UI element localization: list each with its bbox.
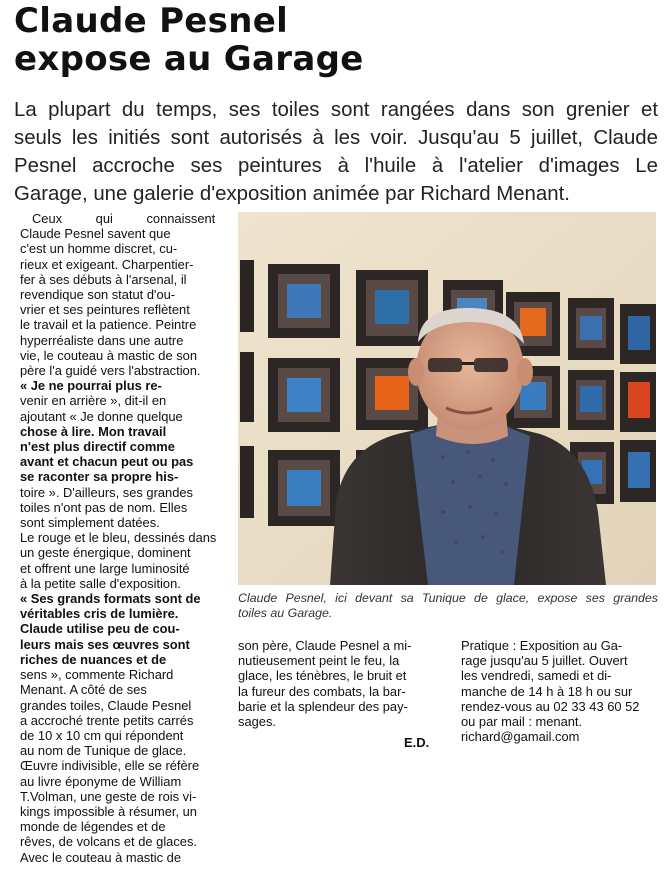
text-line: manche de 14 h à 18 h ou sur bbox=[461, 683, 633, 699]
text-line: toire ». D'ailleurs, ses grandes bbox=[20, 484, 193, 500]
text-line: n'est plus directif comme bbox=[20, 439, 175, 455]
text-line: Menant. A côté de ses bbox=[20, 682, 147, 698]
text-line: sages. bbox=[238, 714, 276, 730]
practical-info-box bbox=[461, 638, 661, 744]
text-line: T.Volman, une geste de rois vi- bbox=[20, 788, 197, 804]
text-line: à la petite salle d'exposition. bbox=[20, 575, 181, 591]
article-photo bbox=[238, 212, 656, 585]
text-line: « Je ne pourrai plus re- bbox=[20, 378, 162, 394]
text-line: a accroché trente petits carrés bbox=[20, 712, 194, 728]
text-line: les vendredi, samedi et di- bbox=[461, 668, 612, 684]
caption-line: toiles au Garage. bbox=[238, 606, 333, 620]
photo-illustration bbox=[238, 212, 656, 585]
text-line: la fureur des combats, la bar- bbox=[238, 683, 406, 699]
text-line: nutieusement peint le feu, la bbox=[238, 653, 400, 669]
text-line: père l'a guidé vers l'abstraction. bbox=[20, 363, 201, 379]
text-line: vie, le couteau à mastic de son bbox=[20, 347, 197, 363]
text-line: revendique son statut d'ou- bbox=[20, 287, 176, 303]
text-line: ajoutant « Je donne quelque bbox=[20, 408, 183, 424]
lead-line: La plupart du temps, ses toiles sont rangées dans son grenier et bbox=[14, 99, 658, 121]
text-line: Ceux qui connaissent bbox=[32, 211, 216, 226]
text-line: Le rouge et le bleu, dessinés dans bbox=[20, 530, 217, 546]
text-line: rage jusqu'au 5 juillet. Ouvert bbox=[461, 653, 628, 669]
text-line: son père, Claude Pesnel a mi- bbox=[238, 638, 412, 653]
lead-line: Garage, une galerie d'exposition animée par Richard Menant. bbox=[14, 183, 570, 205]
text-line: Claude utilise peu de cou- bbox=[20, 621, 180, 637]
text-line: rêves, de volcans et de glaces. bbox=[20, 834, 197, 850]
text-line: kings impossible à résumer, un bbox=[20, 803, 197, 819]
text-line: sens », commente Richard bbox=[20, 667, 174, 683]
text-line: c'est un homme discret, cu- bbox=[20, 241, 178, 257]
headline-line-1: Claude Pesnel bbox=[14, 1, 289, 41]
text-line: leurs mais ses œuvres sont bbox=[20, 636, 190, 652]
text-line: de 10 x 10 cm qui répondent bbox=[20, 727, 184, 743]
text-line: monde de légendes et de bbox=[20, 819, 166, 835]
text-line: « Ses grands formats sont de bbox=[20, 591, 201, 607]
text-line: grandes toiles, Claude Pesnel bbox=[20, 697, 192, 713]
text-line: Œuvre indivisible, elle se réfère bbox=[20, 758, 200, 774]
lead-line: seuls les initiés sont autorisés à les voir. Jusqu'au 5 juillet, Claude bbox=[14, 127, 658, 149]
text-line: au livre éponyme de William bbox=[20, 773, 182, 789]
text-line: avant et chacun peut ou pas bbox=[20, 454, 194, 470]
text-line: et offrent une large luminosité bbox=[20, 560, 190, 576]
headline bbox=[14, 2, 654, 78]
text-line: sont simplement datées. bbox=[20, 515, 160, 531]
text-line: hyperréaliste dans une autre bbox=[20, 332, 184, 348]
body-column-1 bbox=[20, 211, 217, 865]
text-line: un geste énergique, dominent bbox=[20, 545, 191, 561]
caption-line: Claude Pesnel, ici devant sa Tunique de glace, expose ses grandes bbox=[238, 591, 658, 605]
text-line: le travail et la patience. Peintre bbox=[20, 317, 197, 333]
text-line: richard@gamail.com bbox=[461, 729, 580, 745]
text-line: chose à lire. Mon travail bbox=[20, 423, 167, 439]
text-line: vrier et ses peintures reflètent bbox=[20, 302, 190, 318]
author-signature: E.D. bbox=[404, 735, 430, 750]
text-line: venir en arrière », dit-il en bbox=[20, 393, 167, 409]
headline-line-2: expose au Garage bbox=[14, 39, 364, 79]
text-line: Claude Pesnel savent que bbox=[20, 226, 171, 242]
lead-paragraph bbox=[14, 96, 658, 208]
photo-caption bbox=[238, 591, 658, 621]
body-column-2 bbox=[238, 638, 438, 729]
text-line: véritables cris de lumière. bbox=[20, 606, 179, 622]
text-line: Avec le couteau à mastic de bbox=[20, 849, 181, 865]
text-line: barie et la splendeur des pay- bbox=[238, 698, 408, 714]
text-line: fer à ses débuts à l'arsenal, il bbox=[20, 271, 187, 287]
text-line: toiles n'ont pas de nom. Elles bbox=[20, 499, 188, 515]
text-line: au nom de Tunique de glace. bbox=[20, 743, 187, 759]
text-line: rieux et exigeant. Charpentier- bbox=[20, 256, 194, 272]
text-line: se raconter sa propre his- bbox=[20, 469, 179, 485]
lead-line: Pesnel accroche ses peintures à l'huile à l'atelier d'images Le bbox=[14, 155, 658, 177]
text-line: glace, les ténèbres, le bruit et bbox=[238, 668, 407, 684]
text-line: ou par mail : menant. bbox=[461, 714, 583, 730]
text-line: Pratique : Exposition au Ga- bbox=[461, 638, 623, 653]
text-line: rendez-vous au 02 33 43 60 52 bbox=[461, 698, 640, 714]
text-line: riches de nuances et de bbox=[20, 651, 167, 667]
